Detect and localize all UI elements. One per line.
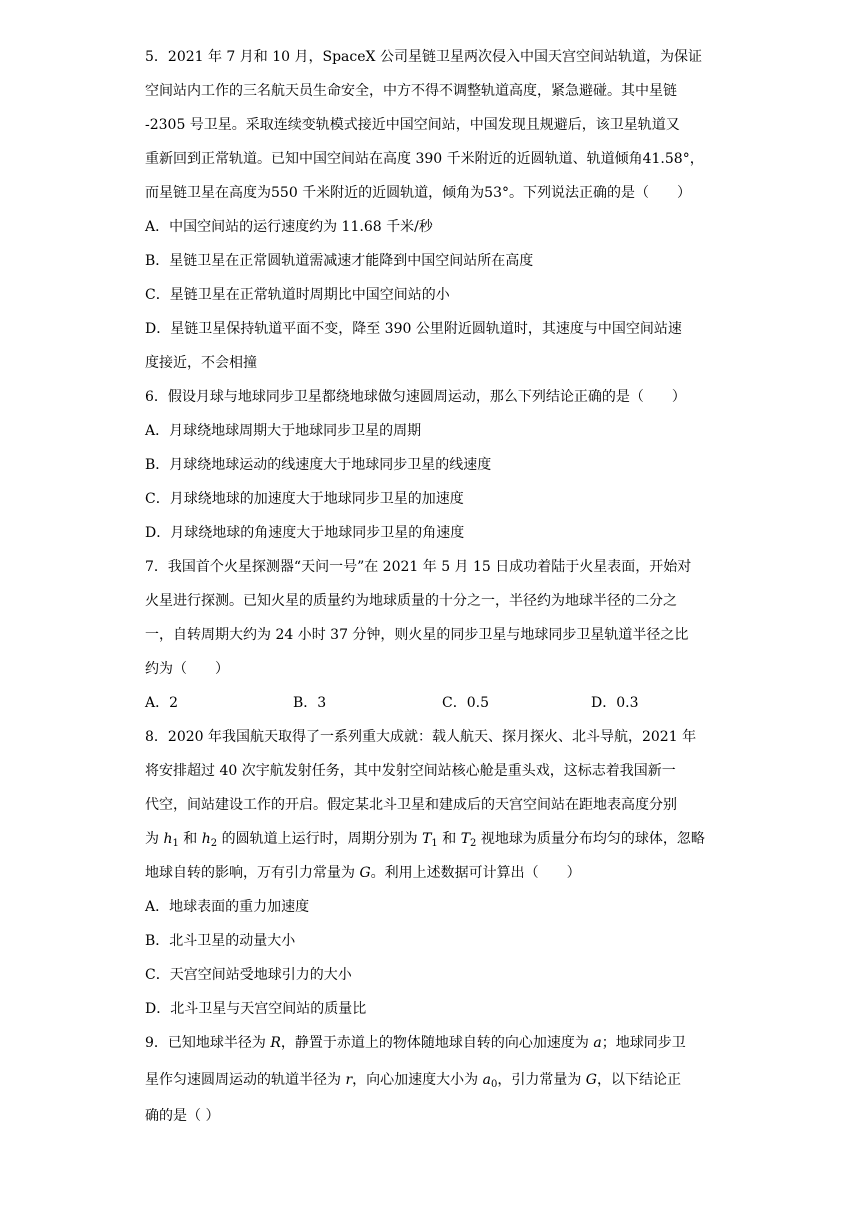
- q5-option-a[interactable]: A．中国空间站的运行速度约为 11.68 千米/秒: [145, 219, 433, 235]
- q5-stem-line-2: 空间站内工作的三名航天员生命安全，中方不得不调整轨道高度，紧急避碰。其中星链: [145, 83, 677, 99]
- q7-option-a[interactable]: A．2: [145, 695, 179, 711]
- q5-option-d-continued: 度接近，不会相撞: [145, 355, 257, 371]
- q6-stem: 6．假设月球与地球同步卫星都绕地球做匀速圆周运动，那么下列结论正确的是（ ）: [145, 389, 686, 405]
- q7-stem-line-2: 火星进行探测。已知火星的质量约为地球质量的十分之一，半径约为地球半径的二分之: [145, 593, 677, 609]
- q9-stem-line-1: [145, 1033, 686, 1053]
- q6-option-b[interactable]: B．月球绕地球运动的线速度大于地球同步卫星的线速度: [145, 457, 492, 473]
- q6-option-c[interactable]: C．月球绕地球的加速度大于地球同步卫星的加速度: [145, 491, 464, 507]
- q8-option-c[interactable]: C．天宫空间站受地球引力的大小: [145, 967, 352, 983]
- q5-stem-line-1: 5．2021 年 7 月和 10 月，SpaceX 公司星链卫星两次侵入中国天宫空间站轨道，为保证: [145, 49, 702, 65]
- q7-option-c[interactable]: C．0.5: [442, 695, 489, 711]
- q9-text: ，静置于赤道上的物体随地球自转的向心加速度为: [280, 1035, 594, 1051]
- q8-text: 地球自转的影响，万有引力常量为: [145, 865, 360, 881]
- q8-option-b[interactable]: B．北斗卫星的动量大小: [145, 933, 296, 949]
- sub-2: 2: [210, 838, 218, 849]
- q6-option-d[interactable]: D．月球绕地球的角速度大于地球同步卫星的角速度: [145, 525, 465, 541]
- q8-stem-line-3: 代空，间站建设工作的开启。假定某北斗卫星和建成后的天宫空间站在距地表高度分别: [145, 797, 677, 813]
- var-G: G: [359, 865, 371, 881]
- sub-1: 1: [431, 838, 438, 849]
- sub-0: 0: [490, 1079, 498, 1090]
- q5-stem-line-4: 重新回到正常轨道。已知中国空间站在高度 390 千米附近的近圆轨道、轨道倾角41.58°，: [145, 151, 704, 167]
- q8-option-a[interactable]: A．地球表面的重力加速度: [145, 899, 310, 915]
- var-a0: a: [482, 1072, 491, 1088]
- q8-text: 和: [178, 831, 202, 847]
- var-h: h: [163, 831, 173, 847]
- q7-stem-line-4: 约为（ ）: [145, 661, 229, 677]
- q9-text: 星作匀速圆周运动的轨道半径为: [145, 1072, 346, 1088]
- sub-2: 2: [470, 838, 477, 849]
- q7-option-b[interactable]: B．3: [293, 695, 327, 711]
- q9-text: 9．已知地球半径为: [145, 1035, 271, 1051]
- q6-option-a[interactable]: A．月球绕地球周期大于地球同步卫星的周期: [145, 423, 422, 439]
- q5-stem-line-3: -2305 号卫星。采取连续变轨模式接近中国空间站，中国发现且规避后，该卫星轨道又: [145, 117, 680, 133]
- q8-stem-line-5: [145, 863, 581, 883]
- q7-option-d[interactable]: D．0.3: [591, 695, 639, 711]
- q9-text: ，以下结论正: [596, 1072, 681, 1088]
- var-h: h: [201, 831, 211, 847]
- q7-stem-line-1: 7．我国首个火星探测器“天问一号”在 2021 年 5 月 15 日成功着陆于火星表面，开始对: [145, 559, 692, 575]
- q7-stem-line-3: 一，自转周期大约为 24 小时 37 分钟，则火星的同步卫星与地球同步卫星轨道半径之比: [145, 627, 689, 643]
- q8-stem-line-4: [145, 829, 705, 849]
- sub-1: 1: [172, 838, 179, 849]
- q8-text: 。利用上述数据可计算出（ ）: [370, 865, 581, 881]
- q9-stem-line-3: 确的是（ ）: [145, 1108, 220, 1124]
- q9-stem-line-2: [145, 1070, 681, 1090]
- q8-stem-line-1: 8．2020 年我国航天取得了一系列重大成就：载人航天、探月探火、北斗导航，2021 年: [145, 729, 697, 745]
- var-G: G: [585, 1072, 597, 1088]
- q9-text: ，引力常量为: [497, 1072, 586, 1088]
- q5-stem-line-5: 而星链卫星在高度为550 千米附近的近圆轨道，倾角为53°。下列说法正确的是（ ）: [145, 185, 691, 201]
- q8-text: 的圆轨道上运行时，周期分别为: [217, 831, 423, 847]
- q5-option-b[interactable]: B．星链卫星在正常圆轨道需减速才能降到中国空间站所在高度: [145, 253, 534, 269]
- var-a: a: [593, 1035, 602, 1051]
- q7-options-row: [145, 693, 705, 713]
- q8-text: 和: [437, 831, 461, 847]
- var-r: r: [345, 1072, 353, 1088]
- q9-text: ，向心加速度大小为: [352, 1072, 483, 1088]
- q5-option-c[interactable]: C．星链卫星在正常轨道时周期比中国空间站的小: [145, 287, 450, 303]
- var-R: R: [270, 1035, 281, 1051]
- q8-text: 为: [145, 831, 164, 847]
- q9-text: ；地球同步卫: [601, 1035, 686, 1051]
- var-T: T: [460, 831, 471, 847]
- var-T: T: [422, 831, 432, 847]
- q8-text: 视地球为质量分布均匀的球体，忽略: [476, 831, 705, 847]
- q8-stem-line-2: 将安排超过 40 次宇航发射任务，其中发射空间站核心舱是重头戏，这标志着我国新一: [145, 763, 676, 779]
- q8-option-d[interactable]: D．北斗卫星与天宫空间站的质量比: [145, 1001, 367, 1017]
- q5-option-d[interactable]: D．星链卫星保持轨道平面不变，降至 390 公里附近圆轨道时，其速度与中国空间站速: [145, 321, 682, 337]
